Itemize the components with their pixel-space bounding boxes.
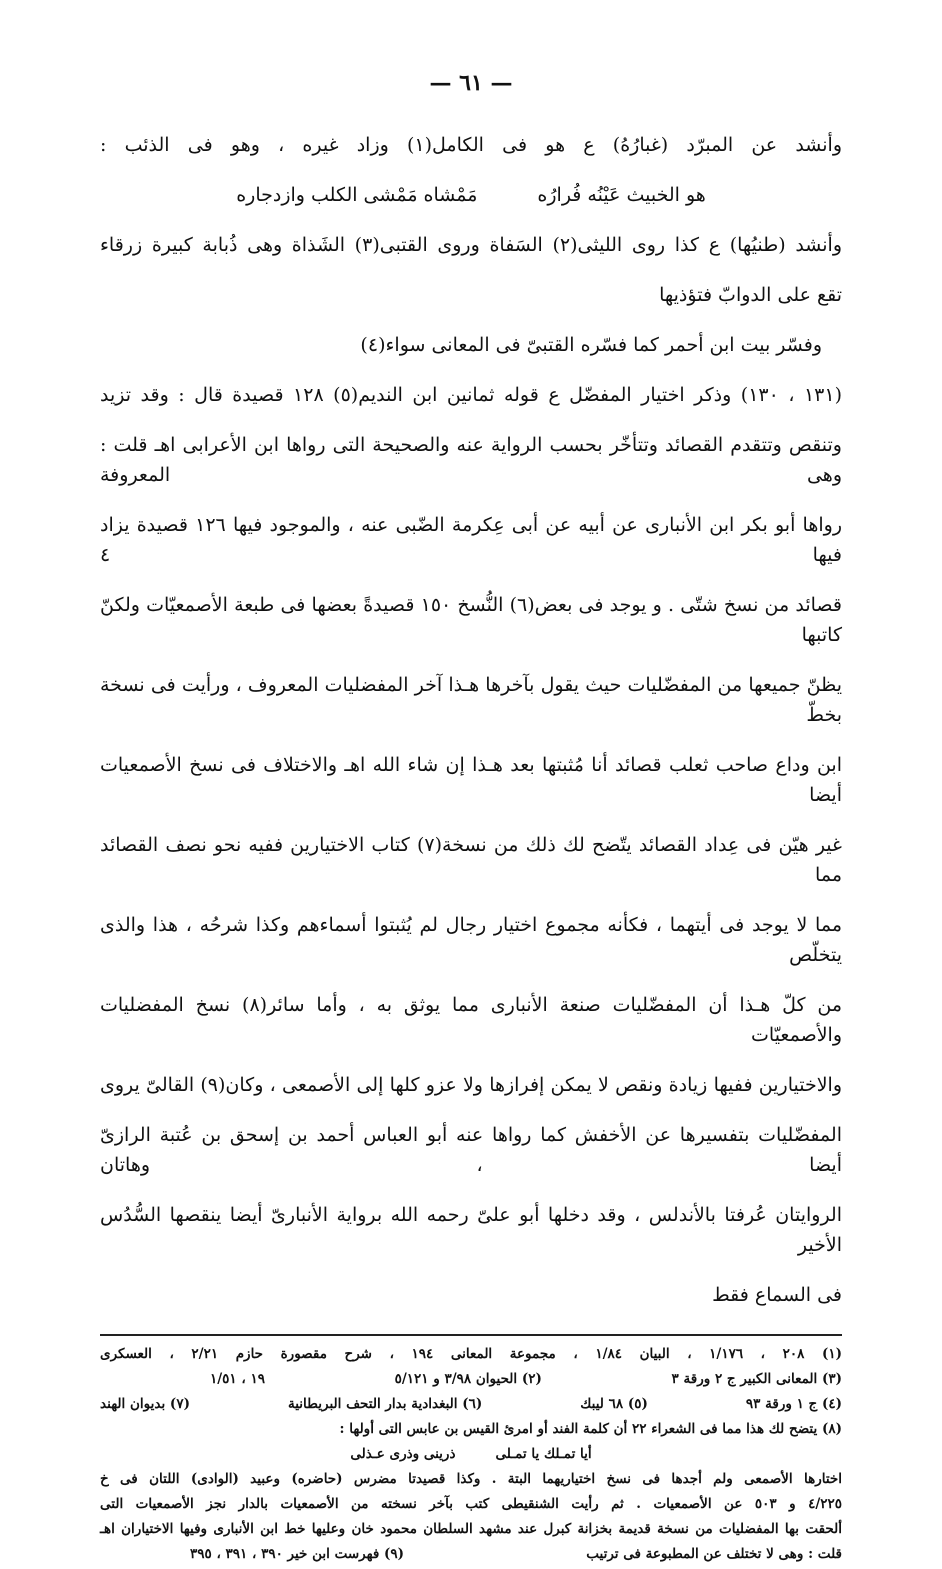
body-line: والاختيارين ففيها زيادة ونقص لا يمكن إفرازها ولا عزو كلها إلى الأصمعى ، وكان(٩) القالىّ يروى (100, 1074, 842, 1096)
verse-first-hemistich: هو الخبيث عَيْنُه فُرارُه (537, 184, 706, 206)
body-line: الروايتان عُرفتا بالأندلس ، وقد دخلها أبو علىّ رحمه الله برواية الأنبارىّ أيضا ينقصها السُّدُس الأخير (100, 1204, 842, 1256)
footnote-line (100, 1394, 842, 1419)
footnote-verse (100, 1444, 842, 1469)
footnote-line: (١) ٢٠٨ ، ١/١٧٦ ، البيان ١/٨٤ ، مجموعة المعانى ١٩٤ ، شرح مقصورة حازم ٢/٢١ ، العسكرى (100, 1346, 843, 1362)
footnote-text: (٤) ج ١ ورقة ٩٣ (745, 1396, 842, 1412)
footnote-text: (٥) ٦٨ ليبك (580, 1396, 648, 1412)
body-line: غير هيّن فى عِداد القصائد يتّضح لك ذلك من نسخة(٧) كتاب الاختيارين ففيه نحو نصف القصائد مما (100, 834, 842, 886)
verse-second-hemistich: مَمْشاه مَمْشى الكلب وازدجاره (236, 184, 478, 206)
footnote-line (190, 1544, 842, 1569)
verse-line (100, 180, 842, 230)
footnote-text: (٦) البغدادية بدار التحف البريطانية (287, 1396, 483, 1412)
body-line: مما لا يوجد فى أيتهما ، فكأنه مجموع اختيار رجال لم يُثبتوا أسماءهم وكذا شرحُه ، هذا والذى يتخلّص (100, 914, 842, 966)
footnote-line: ٤/٢٢٥ و ٥٠٣ عن الأصمعيات . ثم رأيت الشنقيطى كتب بآخر نسخته من الأصمعيات بالدار نجز الأصمعيات التى (100, 1496, 842, 1512)
body-line: يظنّ جميعها من المفضّليات حيث يقول بآخرها هـذا آخر المفضليات المعروف ، ورأيت فى نسخة بخطّ (100, 674, 842, 726)
footnote-line: ألحقت بها المفضليات من نسخة قديمة بخزانة كبرل عند مشهد السلطان محمود خان وعليها خط ابن الأنبارى وفيها الاختياران اهـ (100, 1521, 842, 1537)
page-column (100, 0, 842, 1569)
body-line: المفضّليات بتفسيرها عن الأخفش كما رواها عنه أبو العباس أحمد بن إسحق بن عُتبة الرازىّ أيضا ، وهاتان (100, 1124, 842, 1176)
body-line: وفسّر بيت ابن أحمر كما فسّره القتبىّ فى المعانى سواء(٤) (360, 334, 822, 356)
body-line: فى السماع فقط (712, 1284, 842, 1306)
footnote-text: ١٩ ، ١/٥١ (210, 1371, 265, 1387)
footnote-verse-first: أيا تمـلك يا تمـلى (495, 1446, 592, 1462)
footnote-verse-second: ذرينى وذرى عـذلى (350, 1446, 456, 1462)
body-line: ابن وداع صاحب ثعلب قصائد أنا مُثبتها بعد هـذا إن شاء الله اهـ والاختلاف فى نسخ الأصمعيات أيضا (100, 754, 842, 806)
body-line: من كلّ هـذا أن المفضّليات صنعة الأنبارى مما يوثق به ، وأما سائر(٨) نسخ المفضليات والأصمعيّات (100, 994, 842, 1046)
footnote-line: اختارها الأصمعى ولم أجدها فى نسخ اختياريهما البتة . وكذا قصيدتا مضرس (حاضره) وعبيد (الوادى) اللتان فى خ (100, 1471, 842, 1487)
footnote-text: (٧) بديوان الهند (100, 1396, 190, 1412)
body-line: وأنشد عن المبرّد (غبارُهُ) ع هو فى الكامل(١) وزاد غيره ، وهو فى الذئب : (100, 134, 842, 156)
footnote-text: (٣) المعانى الكبير ج ٢ ورقة ٣ (671, 1371, 842, 1387)
footnote-text: (٢) الحيوان ٣/٩٨ و ٥/١٢١ (394, 1371, 542, 1387)
body-line: وتنقص وتتقدم القصائد وتتأخّر بحسب الرواية عنه والصحيحة التى رواها ابن الأعرابى اهـ قلت : وهى المعروفة (100, 434, 842, 486)
footnote-line (210, 1369, 842, 1394)
body-line: وأنشد (طنيُها) ع كذا روى الليثى(٢) السَفاة وروى القتبى(٣) الشَذاة وهى ذُبابة كبيرة زرقاء (100, 234, 842, 256)
page-number: — ٦١ — (429, 70, 513, 96)
body-line: (١٣١ ، ١٣٠) وذكر اختيار المفضّل ع قوله ثمانين ابن النديم(٥) ١٢٨ قصيدة قال : وقد تزيد (100, 384, 842, 406)
footnote-text: قلت : وهى لا تختلف عن المطبوعة فى ترتيب (586, 1546, 842, 1562)
footnote-divider (100, 1334, 842, 1336)
body-line: قصائد من نسخ شتّى . و يوجد فى بعض(٦) النُّسخ ١٥٠ قصيدةً بعضها فى طبعة الأصمعيّات ولكنّ كاتبها (100, 594, 842, 646)
body-line: تقع على الدوابّ فتؤذيها (659, 284, 842, 306)
footnote-line: (٨) يتضح لك هذا مما فى الشعراء ٢٢ أن كلمة الفند أو امرئ القيس بن عابس التى أولها : (339, 1421, 842, 1437)
body-line: رواها أبو بكر ابن الأنبارى عن أبيه عن أبى عِكرمة الضّبى عنه ، والموجود فيها ١٢٦ قصيدة يزاد فيها ٤ (100, 514, 842, 566)
footnote-text: (٩) فهرست ابن خير ٣٩٠ ، ٣٩١ ، ٣٩٥ (190, 1546, 405, 1562)
